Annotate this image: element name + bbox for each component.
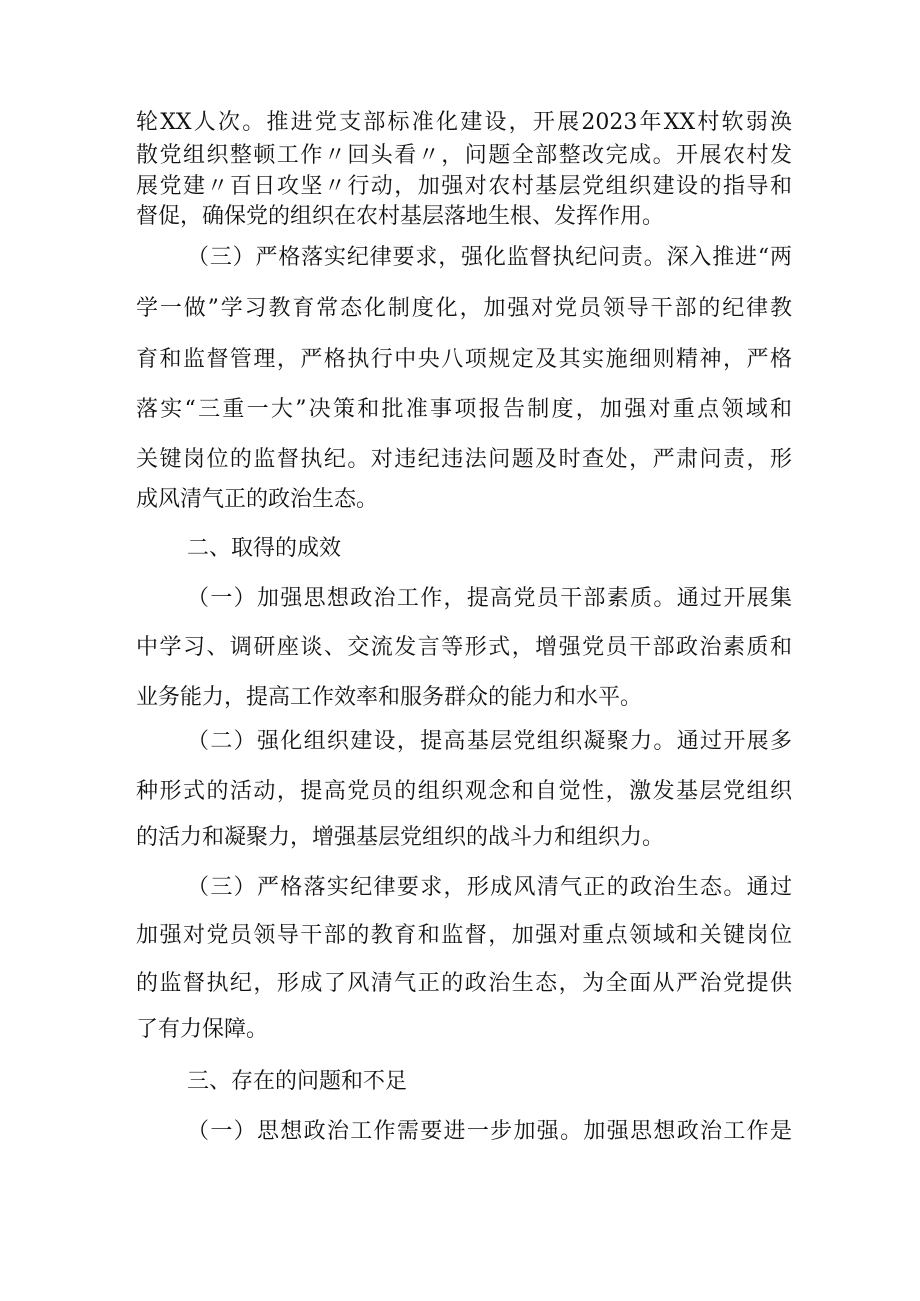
text-line: 关键岗位的监督执纪。对违纪违法问题及时查处，严肃问责，形: [136, 447, 792, 472]
text-line: （三）严格落实纪律要求，形成风清气正的政治生态。通过: [187, 875, 792, 900]
text-line: 学一做”学习教育常态化制度化，加强对党员领导干部的纪律教: [136, 296, 792, 321]
text-line: 督促，确保党的组织在农村基层落地生根、发挥作用。: [136, 204, 665, 229]
text-line: 散党组织整顿工作〃回头看〃，问题全部整改完成。开展农村发: [136, 143, 792, 168]
section-heading-problems: 三、存在的问题和不足: [187, 1069, 408, 1094]
text-line: （二）强化组织建设，提高基层党组织凝聚力。通过开展多: [187, 729, 792, 754]
text-line: 种形式的活动，提高党员的组织观念和自觉性，激发基层党组织: [136, 779, 792, 804]
text-line: 成风清气正的政治生态。: [136, 487, 379, 512]
text-line: 了有力保障。: [136, 1017, 269, 1042]
text-line: 中学习、调研座谈、交流发言等形式，增强党员干部政治素质和: [136, 635, 792, 660]
text-line: 的监督执纪，形成了风清气正的政治生态，为全面从严治党提供: [136, 971, 792, 996]
text-line: 展党建〃百日攻坚〃行动，加强对农村基层党组织建设的指导和: [136, 174, 792, 199]
text-line: 加强对党员领导干部的教育和监督，加强对重点领域和关键岗位: [136, 923, 792, 948]
text-line: 的活力和凝聚力，增强基层党组织的战斗力和组织力。: [136, 825, 665, 850]
text-line: 轮XX人次。推进党支部标准化建设，开展2023年XX村软弱涣: [136, 110, 792, 135]
text-line: （一）思想政治工作需要进一步加强。加强思想政治工作是: [187, 1119, 792, 1144]
text-line: 业务能力，提高工作效率和服务群众的能力和水平。: [136, 685, 643, 710]
text-line: 落实“三重一大”决策和批准事项报告制度，加强对重点领域和: [136, 397, 792, 422]
text-line: （三）严格落实纪律要求，强化监督执纪问责。深入推进“两: [187, 245, 792, 270]
text-line: （一）加强思想政治工作，提高党员干部素质。通过开展集: [187, 586, 792, 611]
section-heading-achievements: 二、取得的成效: [187, 536, 342, 561]
text-line: 育和监督管理，严格执行中央八项规定及其实施细则精神，严格: [136, 347, 792, 372]
